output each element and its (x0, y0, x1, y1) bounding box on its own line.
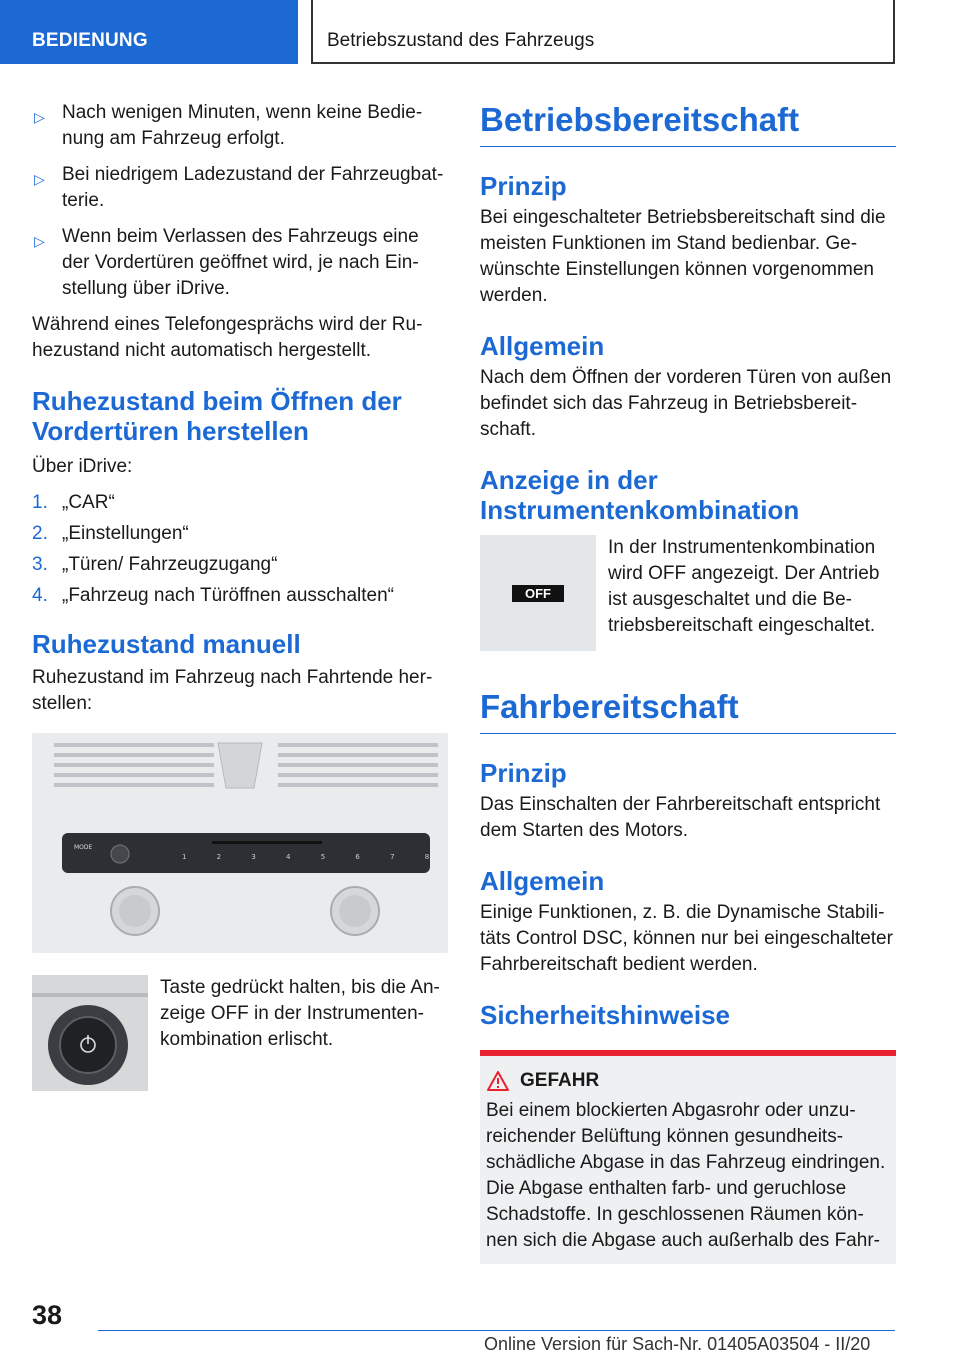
list-item: 3. „Türen/ Fahrzeugzugang“ (32, 554, 278, 575)
allgemein-text: Einige Funktionen, z. B. die Dynamische Stabili-täts Control DSC, können nur bei eingeschalteter Fahrbereitschaft bedient werden. (480, 902, 893, 975)
page-number: 38 (32, 1300, 63, 1330)
knob-caption: Taste gedrückt halten, bis die An-zeige OFF in der Instrumenten-kombination erlischt. (160, 977, 440, 1050)
prinzip-text: Das Einschalten der Fahrbereitschaft entspricht dem Starten des Motors. (480, 794, 881, 841)
footer-version: Online Version für Sach-Nr. 01405A03504 - II/20 (484, 1334, 871, 1354)
condition-list (32, 100, 448, 302)
footer-rule (98, 1330, 895, 1331)
heading-manual: Ruhezustand manuell (32, 629, 301, 659)
idrive-intro: Über iDrive: (32, 456, 133, 477)
right-column (480, 100, 896, 1264)
phone-call-note: Während eines Telefongesprächs wird der Ru-hezustand nicht automatisch hergestellt. (32, 314, 423, 361)
console-illustration (32, 733, 448, 953)
anzeige-text: In der Instrumentenkombination wird OFF angezeigt. Der Antrieb ist ausgeschaltet und die Be-triebsbereitschaft eingeschaltet. (608, 537, 880, 636)
list-item: 2. „Einstellungen“ (32, 523, 189, 544)
section-label: BEDIENUNG (32, 30, 148, 51)
prinzip-text: Bei eingeschalteter Betriebsbereitschaft sind die meisten Funktionen im Stand bedienbar. Ge-wünschte Einstellungen können vorgenommen werden. (480, 207, 886, 306)
preset-labels: 1 2 3 4 5 6 7 8 (182, 853, 444, 861)
heading-open-doors: Ruhezustand beim Öffnen der Vordertüren herstellen (32, 386, 402, 446)
left-column (32, 100, 448, 1091)
off-indicator-image (480, 535, 596, 651)
mode-label: MODE (74, 844, 93, 851)
heading-anzeige: Anzeige in der Instrumentenkombination (480, 465, 800, 525)
power-knob-illustration (32, 975, 148, 1091)
off-figure (480, 535, 896, 651)
section-tab (0, 0, 298, 64)
heading-allgemein: Allgemein (480, 866, 605, 896)
list-item: ▷ Nach wenigen Minuten, wenn keine Bedie-nung am Fahrzeug erfolgt. (34, 102, 423, 149)
manual-text: Ruhezustand im Fahrzeug nach Fahrtende her-stellen: (32, 667, 433, 714)
triangle-bullet-icon: ▷ (34, 233, 45, 249)
list-item: 1. „CAR“ (32, 492, 115, 513)
heading-betriebsbereitschaft: Betriebsbereitschaft (480, 100, 896, 147)
heading-prinzip: Prinzip (480, 758, 567, 788)
knob-figure (32, 975, 448, 1091)
chapter-title: Betriebszustand des Fahrzeugs (327, 30, 595, 51)
allgemein-text: Nach dem Öffnen der vorderen Türen von außen befindet sich das Fahrzeug in Betriebsbereit-schaft. (480, 367, 892, 440)
off-indicator: OFF (512, 585, 564, 602)
center-console-image (32, 733, 448, 953)
chapter-header (311, 0, 895, 64)
list-item: 4. „Fahrzeug nach Türöffnen ausschalten“ (32, 585, 394, 606)
steps-list (32, 490, 448, 609)
heading-sicherheitshinweise: Sicherheitshinweise (480, 1000, 730, 1030)
warning-title-row (486, 1070, 890, 1092)
danger-warning-box (480, 1050, 896, 1264)
triangle-bullet-icon: ▷ (34, 171, 45, 187)
list-item: ▷ Wenn beim Verlassen des Fahrzeugs eine der Vordertüren geöffnet wird, je nach Ein-stellung über iDrive. (34, 226, 419, 299)
heading-prinzip: Prinzip (480, 171, 567, 201)
list-item: ▷ Bei niedrigem Ladezustand der Fahrzeugbat-terie. (34, 164, 444, 211)
warning-triangle-icon (486, 1070, 510, 1092)
warning-text: Bei einem blockierten Abgasrohr oder unzu-reichender Belüftung können gesundheits-schädliche Abgase in das Fahrzeug eindringen. Die Abgase enthalten farb- und geruchlose Schadstoffe. In geschlossenen Räumen kön-nen sich die Abgase auch außerhalb des Fahr- (486, 1100, 886, 1251)
triangle-bullet-icon: ▷ (34, 109, 45, 125)
heading-fahrbereitschaft: Fahrbereitschaft (480, 687, 896, 734)
power-knob-image (32, 975, 148, 1091)
heading-allgemein: Allgemein (480, 331, 605, 361)
warning-title: GEFAHR (520, 1070, 600, 1091)
